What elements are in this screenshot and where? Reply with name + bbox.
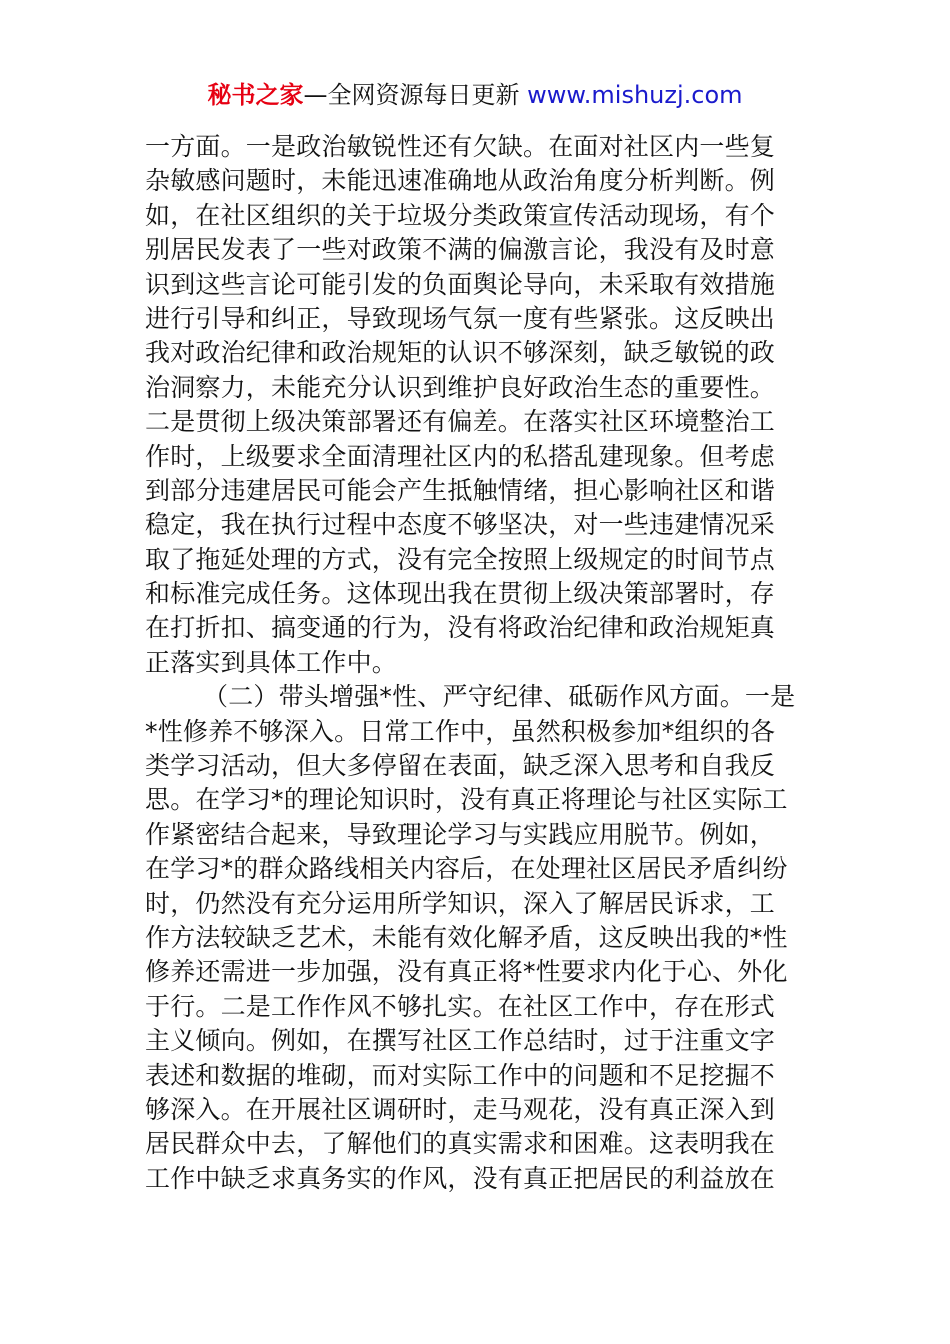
text-line: 主义倾向。例如，在撰写社区工作总结时，过于注重文字 bbox=[145, 1026, 776, 1056]
text-line: 取了拖延处理的方式，没有完全按照上级规定的时间节点 bbox=[145, 544, 776, 574]
text-line: *性修养不够深入。日常工作中，虽然积极参加*组织的各 bbox=[145, 716, 776, 746]
text-line: 我对政治纪律和政治规矩的认识不够深刻，缺乏敏锐的政 bbox=[145, 338, 776, 368]
document-body bbox=[145, 130, 815, 1196]
text-line: 杂敏感问题时，未能迅速准确地从政治角度分析判断。例 bbox=[145, 166, 776, 196]
text-line: 一方面。一是政治敏锐性还有欠缺。在面对社区内一些复 bbox=[145, 132, 776, 161]
text-line: 治洞察力，未能充分认识到维护良好政治生态的重要性。 bbox=[145, 372, 776, 402]
header-tagline: —全网资源每日更新 bbox=[303, 81, 528, 109]
text-line: 如，在社区组织的关于垃圾分类政策宣传活动现场，有个 bbox=[145, 200, 776, 230]
text-line: 思。在学习*的理论知识时，没有真正将理论与社区实际工 bbox=[145, 785, 788, 815]
text-line: 正落实到具体工作中。 bbox=[145, 647, 398, 677]
text-line: 时，仍然没有充分运用所学知识，深入了解居民诉求，工 bbox=[145, 888, 776, 918]
text-line: 识到这些言论可能引发的负面舆论导向，未采取有效措施 bbox=[145, 269, 776, 299]
text-line: 到部分违建居民可能会产生抵触情绪，担心影响社区和谐 bbox=[145, 475, 776, 505]
text-line: 进行引导和纠正，导致现场气氛一度有些紧张。这反映出 bbox=[145, 303, 776, 333]
text-line: 作方法较缺乏艺术，未能有效化解矛盾，这反映出我的*性 bbox=[145, 922, 788, 952]
text-line: 在打折扣、搞变通的行为，没有将政治纪律和政治规矩真 bbox=[145, 613, 776, 643]
text-line: 作紧密结合起来，导致理论学习与实践应用脱节。例如， bbox=[145, 819, 776, 849]
text-line: 修养还需进一步加强，没有真正将*性要求内化于心、外化 bbox=[145, 957, 788, 987]
text-line: 够深入。在开展社区调研时，走马观花，没有真正深入到 bbox=[145, 1094, 776, 1124]
text-line: 居民群众中去，了解他们的真实需求和困难。这表明我在 bbox=[145, 1129, 776, 1159]
text-line: 和标准完成任务。这体现出我在贯彻上级决策部署时，存 bbox=[145, 579, 776, 609]
text-line: 别居民发表了一些对政策不满的偏激言论，我没有及时意 bbox=[145, 235, 776, 265]
text-line: 工作中缺乏求真务实的作风，没有真正把居民的利益放在 bbox=[145, 1163, 776, 1193]
text-line: 在学习*的群众路线相关内容后，在处理社区居民矛盾纠纷 bbox=[145, 854, 788, 884]
text-line: 于行。二是工作作风不够扎实。在社区工作中，存在形式 bbox=[145, 991, 776, 1021]
text-line: 稳定，我在执行过程中态度不够坚决，对一些违建情况采 bbox=[145, 510, 776, 540]
text-line: 类学习活动，但大多停留在表面，缺乏深入思考和自我反 bbox=[145, 751, 776, 781]
text-line: 作时，上级要求全面清理社区内的私搭乱建现象。但考虑 bbox=[145, 441, 776, 471]
text-line: 表述和数据的堆砌，而对实际工作中的问题和不足挖掘不 bbox=[145, 1060, 776, 1090]
site-header bbox=[0, 78, 950, 112]
section-heading-line: （二）带头增强*性、严守纪律、砥砺作风方面。一是 bbox=[203, 682, 796, 712]
site-url-link[interactable]: www.mishuzj.com bbox=[527, 81, 743, 109]
brand-name: 秘书之家 bbox=[207, 81, 304, 109]
text-line: 二是贯彻上级决策部署还有偏差。在落实社区环境整治工 bbox=[145, 407, 776, 437]
